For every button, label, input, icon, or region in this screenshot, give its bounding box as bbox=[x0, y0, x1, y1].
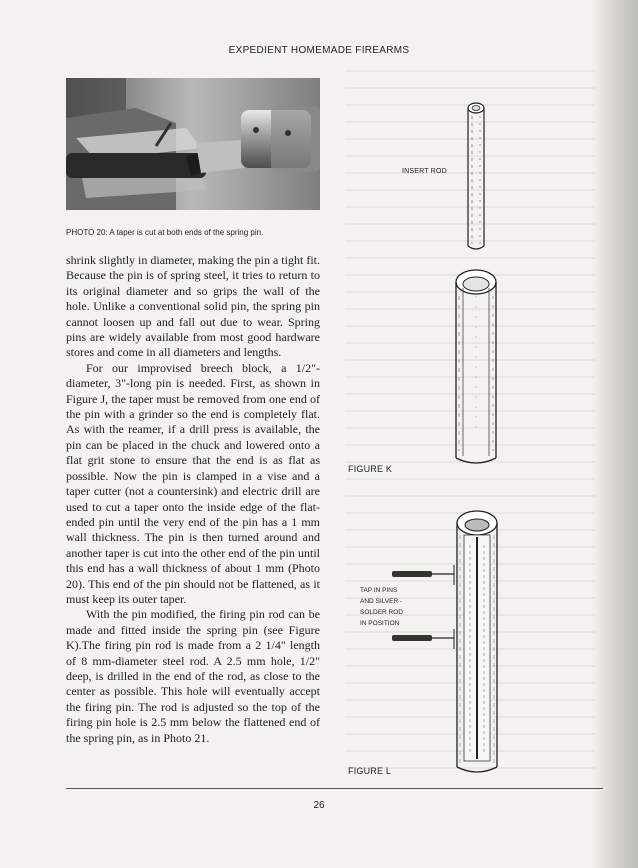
figure-l-note-line-4: IN POSITION bbox=[360, 620, 400, 627]
page-number: 26 bbox=[313, 800, 325, 811]
footer-rule bbox=[66, 788, 603, 789]
photo-caption: PHOTO 20: A taper is cut at both ends of the spring pin. bbox=[66, 228, 264, 237]
photo-20 bbox=[66, 78, 320, 210]
figure-l-label: FIGURE L bbox=[348, 766, 392, 776]
figure-l-note-line-1: TAP IN PINS bbox=[360, 587, 398, 594]
photo-drill-illustration bbox=[66, 78, 320, 210]
page-gutter-shadow bbox=[592, 0, 638, 868]
body-text bbox=[66, 253, 320, 746]
figure-l-drawing bbox=[382, 505, 522, 785]
figure-l-note-line-2: AND SILVER - bbox=[360, 598, 403, 605]
paragraph-2: For our improvised breech block, a 1/2"-diameter, 3"-long pin is needed. First, as shown in Figure J, the taper must be removed from one end of the pin with a grinder so the end is completely flat. As with the reamer, if a drill press is available, the pin can be placed in the chuck and lowered onto a flat grit stone to ensure that the end is as flat as possible. Now the pin is clamped in a vise and a taper cutter (not a countersink) and electric drill are used to cut a taper onto the inside edge of the flat-ended pin until the very end of the pin has a 1 mm wall thickness. The pin is then turned around and another taper is cut into the other end of the pin until this end has a wall thickness of about 1 mm (Photo 20). This end of the pin should not be flattened, as it must keep its outer taper. bbox=[66, 360, 320, 606]
figure-k-drawing bbox=[446, 96, 506, 476]
paragraph-3: With the pin modified, the firing pin rod can be made and fitted inside the spring pin (see Figure K).The firing pin rod is made from a 2 1/4" length of 8 mm-diameter steel rod. A 2.5 mm hole, 1/2" deep, is drilled in the end of the rod, as close to the center as possible. This hole will eventually accept the firing pin. The rod is adjusted so the top of the firing pin hole is 2.5 mm below the flattened end of the spring pin, as in Photo 21. bbox=[66, 607, 320, 745]
figure-k-label: FIGURE K bbox=[348, 464, 393, 474]
insert-rod-label: INSERT ROD bbox=[402, 168, 447, 175]
figure-l-note bbox=[360, 585, 403, 629]
figure-l-note-line-3: SOLDER ROD bbox=[360, 609, 403, 616]
paragraph-1: shrink slightly in diameter, making the pin a tight fit. Because the pin is of spring steel, it tries to return to its original diameter and so grips the wall of the hole. Unlike a conventional solid pin, the spring pin cannot loosen up and fall out due to wear. Spring pins are widely available from most good hardware stores and come in all diameters and lengths. bbox=[66, 253, 320, 360]
running-header: EXPEDIENT HOMEMADE FIREARMS bbox=[228, 45, 410, 56]
